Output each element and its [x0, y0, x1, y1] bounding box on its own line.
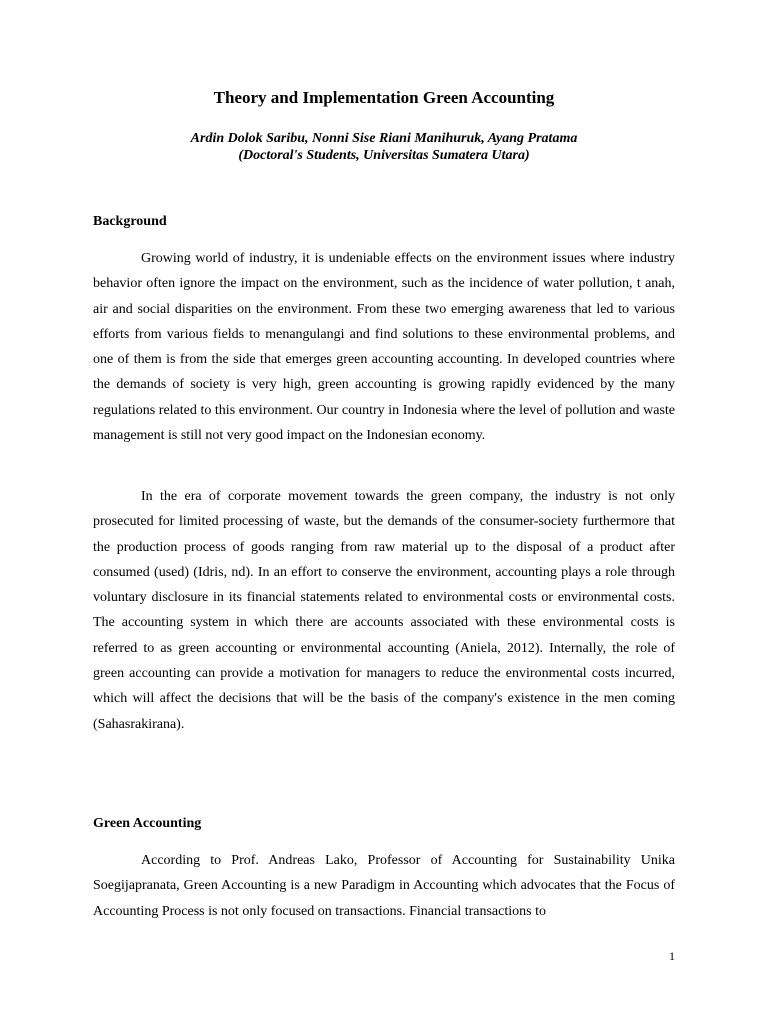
- paper-title: Theory and Implementation Green Accounting: [213, 88, 555, 107]
- green-accounting-paragraph-1: According to Prof. Andreas Lako, Professor of Accounting for Sustainability Unika Soegijapranata, Green Accounting is a new Paradigm in Accounting which advocates that the Focus of Accounting Process is not only focused on transactions. Financial transactions to: [93, 853, 675, 919]
- page-number: 1: [669, 949, 675, 963]
- author-affiliation: (Doctoral's Students, Universitas Sumatera Utara): [238, 148, 530, 163]
- background-paragraph-1: Growing world of industry, it is undeniable effects on the environment issues where industry behavior often ignore the impact on the environment, such as the incidence of water pollution, t anah, air and social disparities on the environment. From these two emerging awareness that led to various efforts from various fields to menangulangi and find solutions to these environmental problems, and one of them is from the side that emerges green accounting accounting. In developed countries where the demands of society is very high, green accounting is growing rapidly evidenced by the many regulations related to this environment. Our country in Indonesia where the level of pollution and waste management is still not very good impact on the Indonesian economy.: [93, 251, 675, 444]
- background-paragraph-2: In the era of corporate movement towards the green company, the industry is not only prosecuted for limited processing of waste, but the demands of the consumer-society furthermore that the production process of goods ranging from raw material up to the disposal of a product after consumed (used) (Idris, nd). In an effort to conserve the environment, accounting plays a role through voluntary disclosure in its financial statements related to environmental costs or environmental costs. The accounting system in which there are accounts associated with these environmental costs is referred to as green accounting or environmental accounting (Aniela, 2012). Internally, the role of green accounting can provide a motivation for managers to reduce the environmental costs incurred, which will affect the decisions that will be the basis of the company's existence in the men coming (Sahasrakirana).: [93, 489, 675, 732]
- section-heading-green-accounting: Green Accounting: [93, 816, 202, 831]
- author-names: Ardin Dolok Saribu, Nonni Sise Riani Manihuruk, Ayang Pratama: [190, 131, 578, 146]
- section-heading-background: Background: [93, 214, 167, 229]
- author-block: [0, 130, 768, 164]
